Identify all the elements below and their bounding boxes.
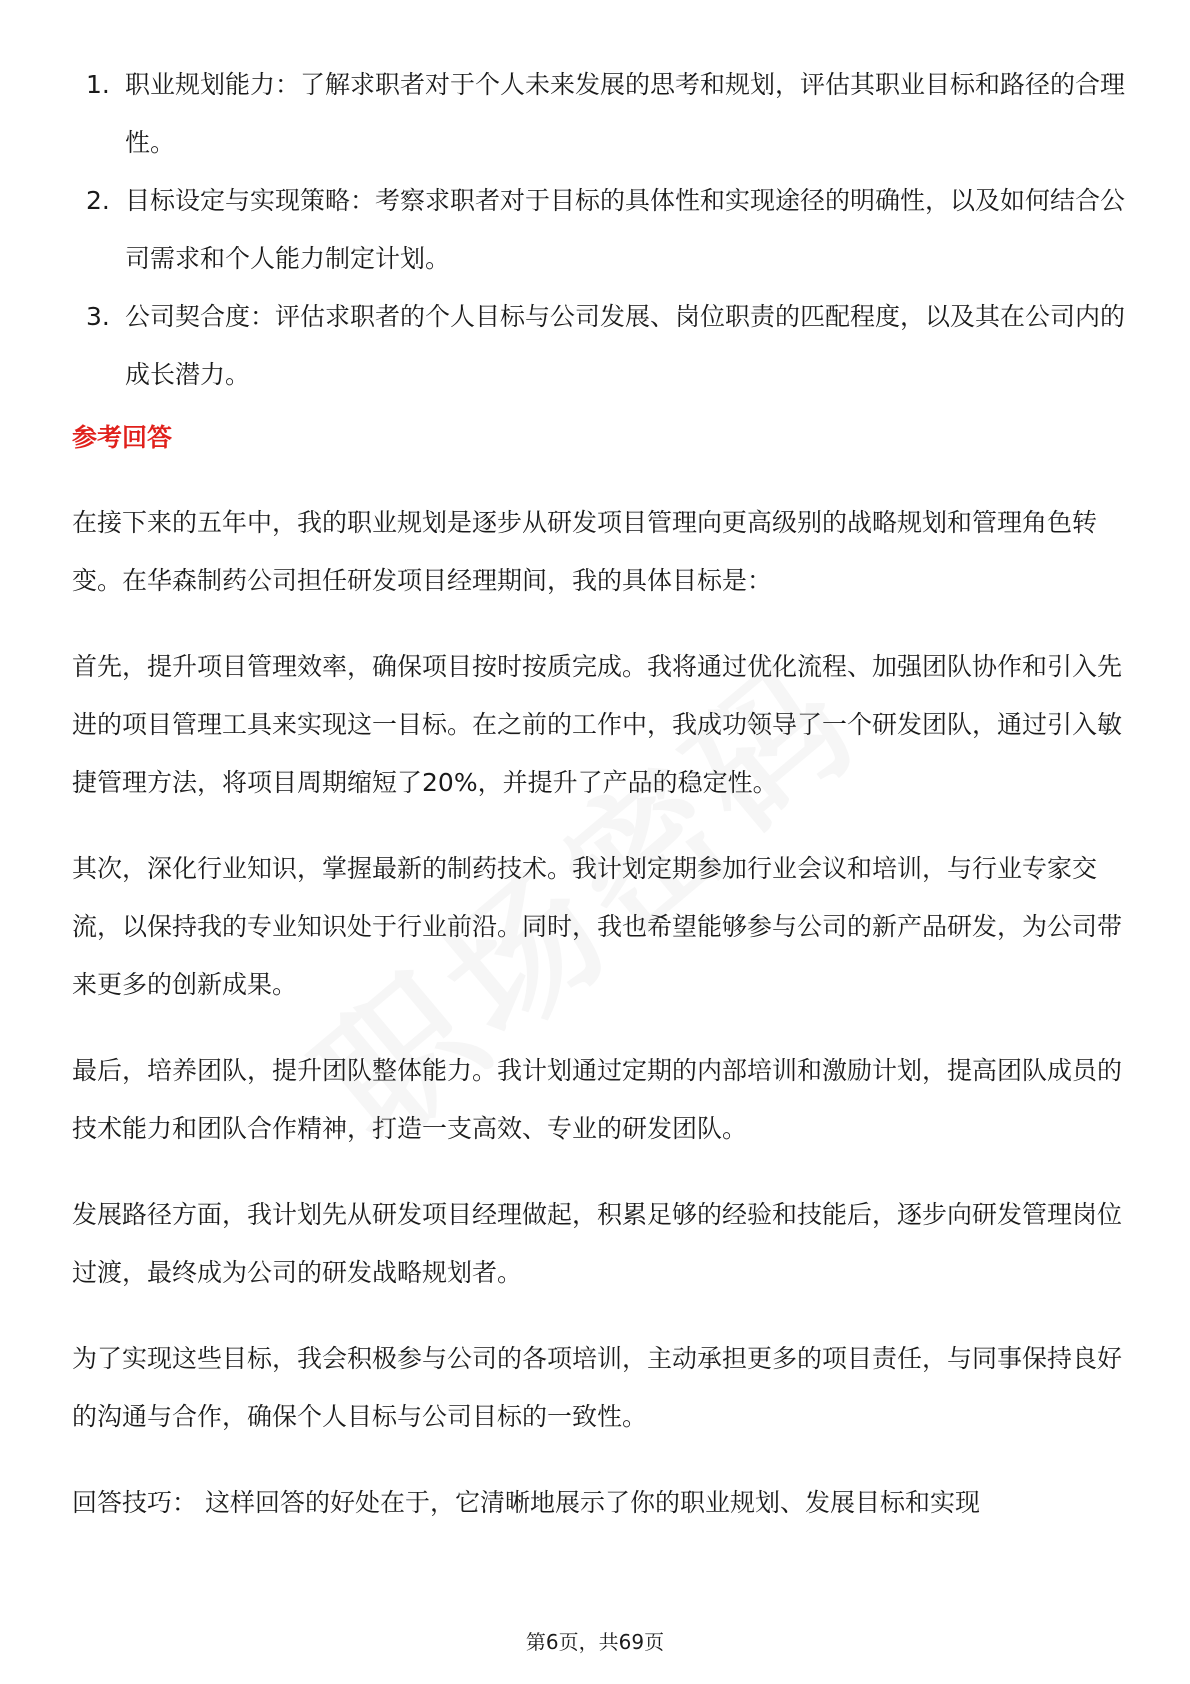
list-number: 1. [86, 70, 110, 99]
list-text: 公司契合度：评估求职者的个人目标与公司发展、岗位职责的匹配程度，以及其在公司内的成长潜力。 [125, 302, 1126, 389]
list-item [72, 56, 1132, 172]
list-item [72, 288, 1132, 404]
paragraph: 最后，培养团队，提升团队整体能力。我计划通过定期的内部培训和激励计划，提高团队成员的技术能力和团队合作精神，打造一支高效、专业的研发团队。 [72, 1056, 1123, 1143]
paragraph: 首先，提升项目管理效率，确保项目按时按质完成。我将通过优化流程、加强团队协作和引入先进的项目管理工具来实现这一目标。在之前的工作中，我成功领导了一个研发团队，通过引入敏捷管理方法，将项目周期缩短了20%，并提升了产品的稳定性。 [72, 652, 1123, 797]
evaluation-criteria-list [72, 56, 1132, 404]
list-text: 目标设定与实现策略：考察求职者对于目标的具体性和实现途径的明确性，以及如何结合公司需求和个人能力制定计划。 [125, 186, 1126, 273]
paragraph: 发展路径方面，我计划先从研发项目经理做起，积累足够的经验和技能后，逐步向研发管理岗位过渡，最终成为公司的研发战略规划者。 [72, 1200, 1123, 1287]
list-item [72, 172, 1132, 288]
paragraph: 其次，深化行业知识，掌握最新的制药技术。我计划定期参加行业会议和培训，与行业专家交流，以保持我的专业知识处于行业前沿。同时，我也希望能够参与公司的新产品研发，为公司带来更多的创新成果。 [72, 854, 1123, 999]
list-number: 3. [86, 302, 110, 331]
list-text: 职业规划能力：了解求职者对于个人未来发展的思考和规划，评估其职业目标和路径的合理性。 [125, 70, 1126, 157]
paragraph: 为了实现这些目标，我会积极参与公司的各项培训，主动承担更多的项目责任，与同事保持良好的沟通与合作，确保个人目标与公司目标的一致性。 [72, 1344, 1123, 1431]
page-footer: 第6页，共69页 [525, 1630, 665, 1654]
paragraph: 在接下来的五年中，我的职业规划是逐步从研发项目管理向更高级别的战略规划和管理角色转变。在华森制药公司担任研发项目经理期间，我的具体目标是： [72, 508, 1098, 595]
answer-body [72, 494, 1132, 1560]
list-number: 2. [86, 186, 110, 215]
reference-answer-heading: 参考回答 [72, 423, 173, 452]
paragraph: 回答技巧： 这样回答的好处在于，它清晰地展示了你的职业规划、发展目标和实现 [72, 1488, 980, 1517]
